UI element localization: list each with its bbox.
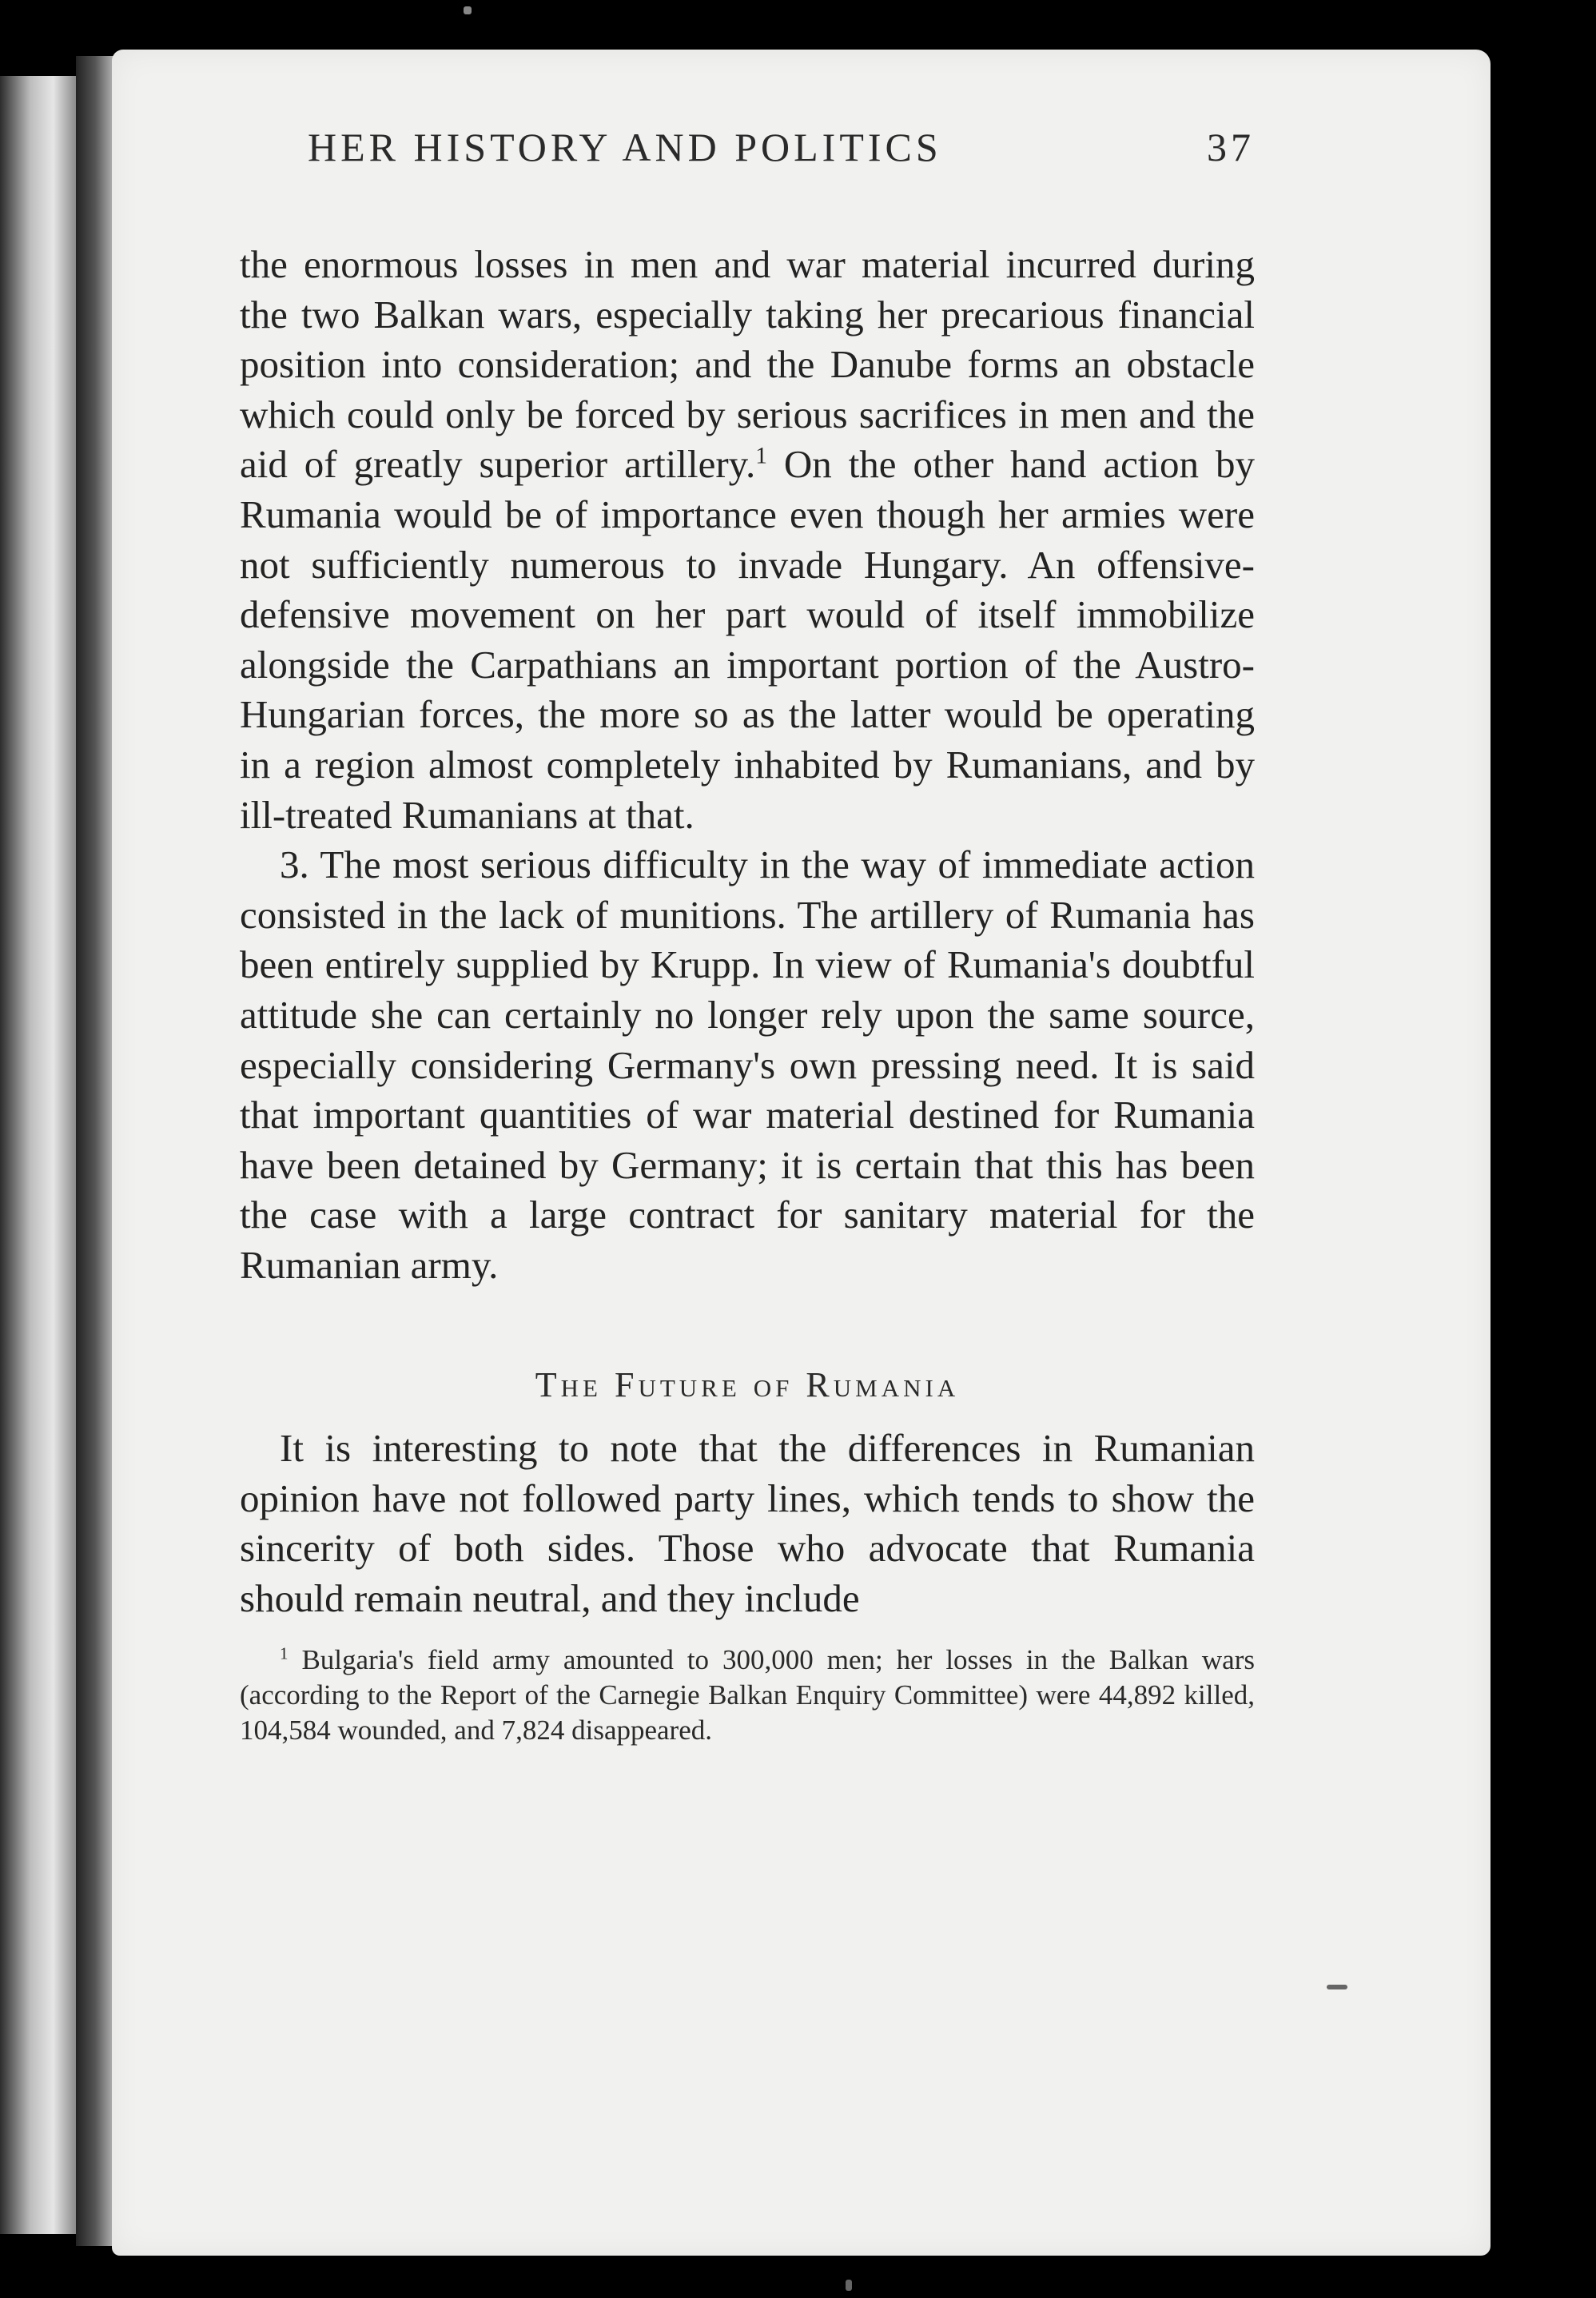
footnote: [240, 1643, 1255, 1748]
left-page-edge: [0, 76, 76, 2234]
paragraph-section-opening: It is interesting to note that the differences in Rumanian opinion have not followed party lines, which tends to show the sincerity of both sides. Those who advocate that Rumania should remain neutral, and they include: [240, 1426, 1255, 1620]
running-head-title: HER HISTORY AND POLITICS: [308, 125, 942, 169]
scan-speck: [1327, 1985, 1347, 1989]
footnote-text: Bulgaria's field army amounted to 300,000 men; her losses in the Balkan wars (according to the Report of the Carnegie Balkan Enquiry Committee) were 44,892 killed, 104,584 wounded, and 7,824 disappeared.: [240, 1644, 1255, 1746]
page-number: 37: [1207, 125, 1255, 169]
paragraph-numbered-3: 3. The most serious difficulty in the way of immediate action consisted in the lack of munitions. The artillery of Rumania has been entirely supplied by Krupp. In view of Rumania's doubtful attitude she can certainly no longer rely upon the same source, especially considering Germany's own pressing need. It is said that important quantities of war material destined for Rumania have been detained by Germany; it is certain that this has been the case with a large contract for sanitary material for the Rumanian army.: [240, 842, 1255, 1287]
scan-speck: [846, 2280, 852, 2291]
footnote-marker: 1: [280, 1643, 289, 1663]
footnote-reference: 1: [755, 444, 767, 470]
running-head: [240, 124, 1255, 170]
section-heading: The Future of Rumania: [535, 1365, 960, 1405]
paragraph-1-text-continued: On the other hand action by Rumania would be of importance even though her armies were not sufficiently numerous to invade Hungary. An offensive-defensive movement on her part would of itself immobilize alongside the Carpathians an important portion of the Austro-Hungarian forces, the more so as the latter would be operating in a region almost completely inhabited by Rumanians, and by ill-treated Rumanians at that.: [240, 442, 1255, 837]
body-text: [240, 240, 1255, 1748]
paragraph-continued: [240, 240, 1255, 840]
scan-speck: [464, 6, 472, 14]
paragraph-1-text: the enormous losses in men and war material incurred during the two Balkan wars, especially taking her precarious financial position into consideration; and the Danube forms an obstacle which could only be forced by serious sacrifices in men and the aid of greatly superior artillery.: [240, 242, 1255, 487]
